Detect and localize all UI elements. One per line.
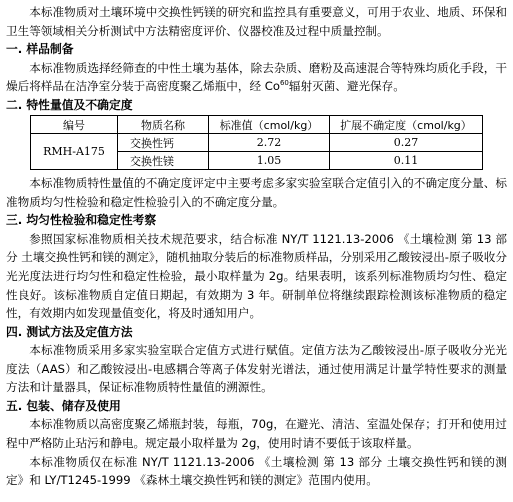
header-uncertainty: 扩展不确定度（cmol/kg） [330, 116, 483, 134]
section-4-body: 本标准物质采用多家实验室联合定值方式进行赋值。定值方法为乙酸铵浸出-原子吸收分光光度法（AAS）和乙酸铵浸出-电感耦合等离子体发射光谱法，通过使用满足计量学特性要求的测量方法和计量器具，保证标准物质特性量值的溯源性。 [6, 343, 507, 395]
section-2-heading: 二. 特性量值及不确定度 [6, 97, 133, 112]
intro-paragraph: 本标准物质对土壤环境中交换性钙镁的研究和监控具有重要意义，可用于农业、地质、环保和卫生等领域相关分析测试中方法精密度评价、仪器校准及过程中质量控制。 [6, 5, 507, 38]
header-id: 编号 [31, 116, 118, 134]
section-3-heading: 三. 均匀性检验和稳定性考察 [6, 213, 157, 228]
section-1-body [6, 59, 507, 96]
section-1-body-post: 辐射灭菌、避光保存。 [288, 79, 405, 94]
item-name-cell: 交换性钙 [118, 134, 209, 152]
section-4-heading: 四. 测试方法及定值方法 [6, 324, 133, 339]
section-1-heading: 一. 样品制备 [6, 42, 74, 57]
section-5-body-2: 本标准物质仅在标准 NY/T 1121.13-2006 《土壤检测 第 13 部分 土壤交换性钙和镁的测定》和 LY/T1245-1999 《森林土壤交换性钙和镁的测定》范围内使用。 [6, 454, 507, 488]
property-table [30, 115, 483, 170]
section-5-heading: 五. 包装、储存及使用 [6, 398, 121, 413]
section-5-body-1: 本标准物质以高密度聚乙烯瓶封装，每瓶，70g，在避光、清洁、室温处保存；打开和使用过程中严格防止玷污和静电。规定最小取样量为 2g，使用时请不要低于该取样量。 [6, 417, 507, 450]
value-cell: 2.72 [209, 134, 330, 152]
header-name: 物质名称 [118, 116, 209, 134]
header-value: 标准值（cmol/kg） [209, 116, 330, 134]
sample-id-cell: RMH-A175 [31, 134, 118, 170]
section-1-body-pre: 本标准物质选择经筛查的中性土壤为基体，除去杂质、磨粉及高速混合等特殊均质化手段，干燥后将样品在洁净室分装于高密度聚乙烯瓶中，经 Co [6, 60, 507, 94]
table-row [31, 134, 483, 152]
uncertainty-cell: 0.27 [330, 134, 483, 152]
uncertainty-cell: 0.11 [330, 152, 483, 170]
cobalt-superscript: 60 [279, 79, 289, 88]
item-name-cell: 交换性镁 [118, 152, 209, 170]
section-3-body: 参照国家标准物质相关技术规范要求，结合标准 NY/T 1121.13-2006 《土壤检测 第 13 部分 土壤交换性钙和镁的测定》，随机抽取分装后的标准物质样品，分别采用乙酸铵浸出-原子吸收分光光度法进行均匀性和稳定性检验，最小取样量为 2g。结果表明，该系列标准物质均匀性、稳定性良好。该标准物质自定值日期起，有效期为 3 年。研制单位将继续跟踪检测该标准物质的稳定性，有效期内如发现量值变化，将及时通知用户。 [6, 231, 507, 321]
section-2-body: 本标准物质特性量值的不确定度评定中主要考虑多家实验室联合定值引入的不确定度分量、标准物质均匀性检验和稳定性检验引入的不确定度分量。 [6, 176, 507, 209]
value-cell: 1.05 [209, 152, 330, 170]
table-header-row [31, 116, 483, 134]
